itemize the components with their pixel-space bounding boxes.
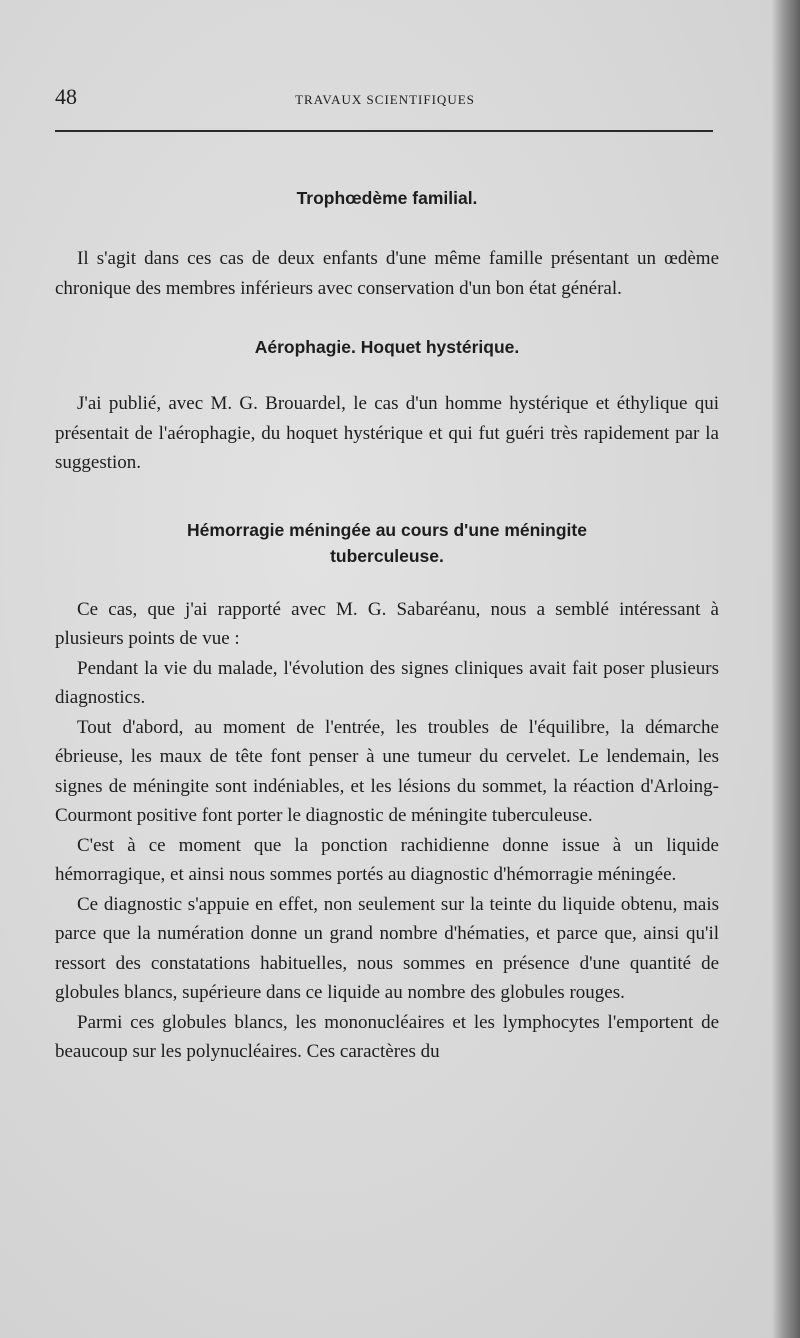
paragraph: C'est à ce moment que la ponction rachidienne donne issue à un liquide hémorragique, et ainsi nous sommes portés au diagnostic d'hémorragie méningée. <box>55 834 719 885</box>
page-edge-shadow <box>772 0 800 1338</box>
paragraph: Ce diagnostic s'appuie en effet, non seulement sur la teinte du liquide obtenu, mais parce que la numération donne un grand nombre d'hématies, et parce que, ainsi qu'il ressort des constatations habituelles, nous sommes en présence d'une quantité de globules blancs, supérieure dans ce liquide au nombre des globules rouges. <box>55 893 719 1003</box>
paragraph: Tout d'abord, au moment de l'entrée, les troubles de l'équilibre, la démarche ébrieuse, les maux de tête font penser à une tumeur du cervelet. Le lendemain, les signes de méningite sont indéniables, et les lésions du sommet, la réaction d'Arloing-Courmont positive font porter le diagnostic de méningite tuberculeuse. <box>55 716 719 826</box>
page-body <box>55 185 719 1067</box>
header-rule <box>55 130 713 132</box>
paragraph: Pendant la vie du malade, l'évolution des signes cliniques avait fait poser plusieurs diagnostics. <box>55 657 719 708</box>
page-number: 48 <box>55 84 77 109</box>
paragraph: J'ai publié, avec M. G. Brouardel, le cas d'un homme hystérique et éthylique qui présentait de l'aérophagie, du hoquet hystérique et qui fut guéri très rapidement par la suggestion. <box>55 393 719 473</box>
section-heading-trophoedeme: Trophœdème familial. <box>296 188 478 208</box>
heading-line: tuberculeuse. <box>330 545 444 566</box>
heading-line: Hémorragie méningée au cours d'une méningite <box>187 519 587 540</box>
paragraph: Ce cas, que j'ai rapporté avec M. G. Sabaréanu, nous a semblé intéressant à plusieurs points de vue : <box>55 598 719 649</box>
running-title: TRAVAUX SCIENTIFIQUES <box>295 92 475 107</box>
page-header <box>55 84 715 114</box>
paragraph: Il s'agit dans ces cas de deux enfants d'une même famille présentant un œdème chronique des membres inférieurs avec conservation d'un bon état général. <box>55 248 719 299</box>
section-heading-aerophagie: Aérophagie. Hoquet hystérique. <box>254 337 520 357</box>
section-heading-hemorragie <box>55 517 719 569</box>
paragraph: Parmi ces globules blancs, les mononucléaires et les lymphocytes l'emportent de beaucoup sur les polynucléaires. Ces caractères du <box>55 1011 719 1062</box>
